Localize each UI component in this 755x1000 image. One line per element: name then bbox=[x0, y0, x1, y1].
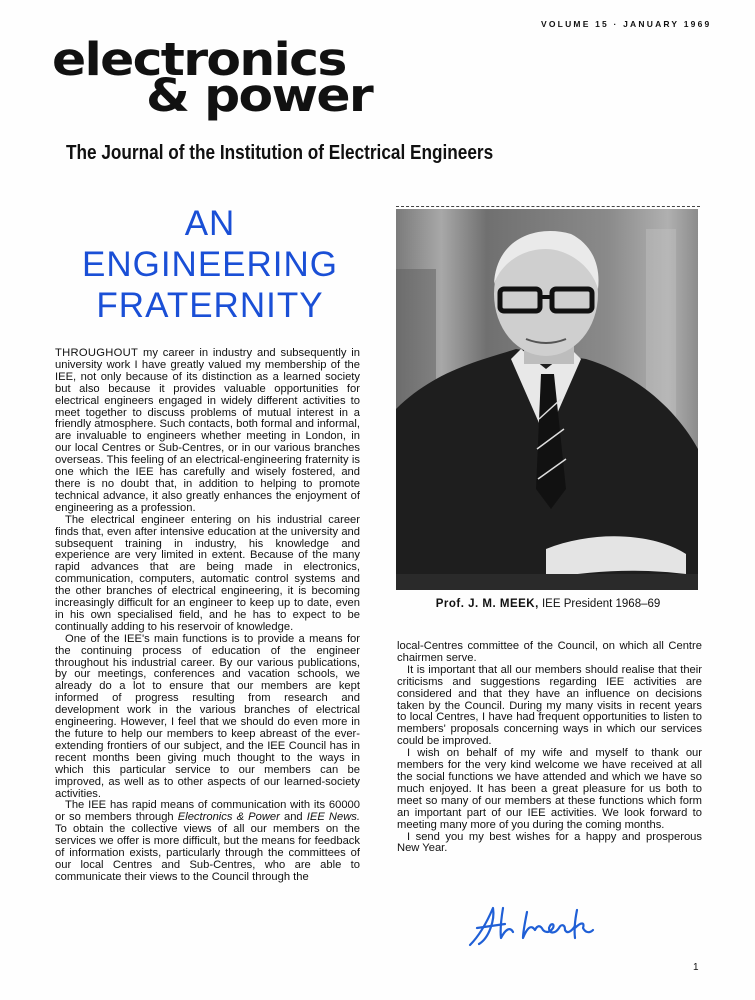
headline-line-1: AN bbox=[184, 204, 236, 243]
volume-date-line: VOLUME 15 · JANUARY 1969 bbox=[541, 19, 712, 29]
portrait-illustration bbox=[396, 209, 698, 590]
article-right-column bbox=[397, 641, 702, 855]
paragraph-4 bbox=[55, 800, 360, 883]
headline-line-3: FRATERNITY bbox=[96, 286, 324, 325]
headline-line-2: ENGINEERING bbox=[81, 245, 339, 284]
president-portrait-photo bbox=[396, 209, 698, 590]
paragraph-1 bbox=[55, 348, 360, 515]
paragraph-3: One of the IEE's main functions is to provide a means for the continuing process of education of the engineer throughout his industrial career. By our various publications, by our meetings, conferences and vacation schools, we already do a lot to ensure that our members are kept informed of progress resulting from research and development work in the various branches of electrical engineering. However, I feel that we should do even more in the future to help our members to keep abreast of the ever-extending frontiers of our subject, and the IEE Council has in recent months been giving much thought to the ways in which this particular service to our members can be improved, as well as to other aspects of our learned-society activities. bbox=[55, 632, 360, 800]
paragraph-4-text-b: and bbox=[279, 811, 307, 824]
signature bbox=[465, 900, 605, 955]
journal-subtitle: The Journal of the Institution of Electrical Engineers bbox=[66, 142, 494, 164]
article-headline bbox=[55, 203, 365, 326]
paragraph-8: I send you my best wishes for a happy and prosperous New Year. bbox=[397, 830, 702, 855]
lead-word: THROUGHOUT bbox=[55, 347, 139, 359]
caption-role: IEE President 1968–69 bbox=[538, 598, 661, 610]
masthead-line-2: & power bbox=[146, 69, 373, 122]
paragraph-2: The electrical engineer entering on his industrial career finds that, even after intensive education at the university and subsequent training in industry, his knowledge and experience are very limited in extent. Because of the many rapid advances that are being made in electronics, communication, computers, automatic control systems and the other branches of electrical engineering, it is becoming increasingly difficult for an engineer to keep up to date, even in his own specialised field, and he has to expect to be continually adding to his reservoir of knowledge. bbox=[55, 513, 360, 633]
photo-top-rule bbox=[396, 206, 700, 207]
paragraph-7: I wish on behalf of my wife and myself to thank our members for the very kind welcome we have received at all the social functions we have attended and which we have so much enjoyed. It has been a great pleasure for us both to meet so many of our members at these functions which form an important part of our IEE activities. We look forward to meeting many more of you during the coming months. bbox=[397, 747, 702, 831]
photo-caption bbox=[396, 598, 700, 610]
paragraph-4-text-a: The IEE has rapid means of communication with its 60000 or so members through bbox=[55, 799, 360, 824]
paragraph-5: local-Centres committee of the Council, on which all Centre chairmen serve. bbox=[397, 640, 702, 664]
signature-icon bbox=[465, 900, 605, 950]
newsletter-name-italic: IEE News. bbox=[306, 811, 360, 824]
journal-name-italic: Electronics & Power bbox=[177, 811, 280, 824]
caption-name: Prof. J. M. MEEK, bbox=[435, 598, 539, 610]
article-left-column bbox=[55, 348, 360, 884]
page-number: 1 bbox=[693, 962, 699, 973]
masthead-line-1: electronics bbox=[52, 33, 346, 86]
paragraph-4-text-c: To obtain the collective views of all our members on the services we offer is more difficult, but the means for feedback of information exists, particularly through the committees of our local Centres and Sub-Centres, who are able to communicate their views to the Council through the bbox=[55, 823, 360, 883]
paragraph-1-text: my career in industry and subsequently in university work I have greatly valued my membership of the IEE, not only because of its distinction as a learned society but also because it provides valuable opportunities for electrical engineers engaged in widely different activities to meet together to discuss problems of mutual interest in a friendly atmosphere. Such contacts, both formal and informal, are invaluable to engineers whether meeting in London, in our local Centres or Sub-Centres, or in our various branches overseas. This feeling of an electrical-engineering fraternity is one which the IEE has carefully and wisely fostered, and there is no doubt that, in addition to helping to promote technical advance, it also greatly enhances the enjoyment of engineering as a profession. bbox=[55, 347, 360, 514]
paragraph-6: It is important that all our members should realise that their criticisms and suggestions regarding IEE activities are considered and that they have an influence on decisions taken by the Council. During my many visits in recent years to local Centres, I have had frequent opportunities to listen to members' proposals concerning ways in which our services could be improved. bbox=[397, 663, 702, 748]
